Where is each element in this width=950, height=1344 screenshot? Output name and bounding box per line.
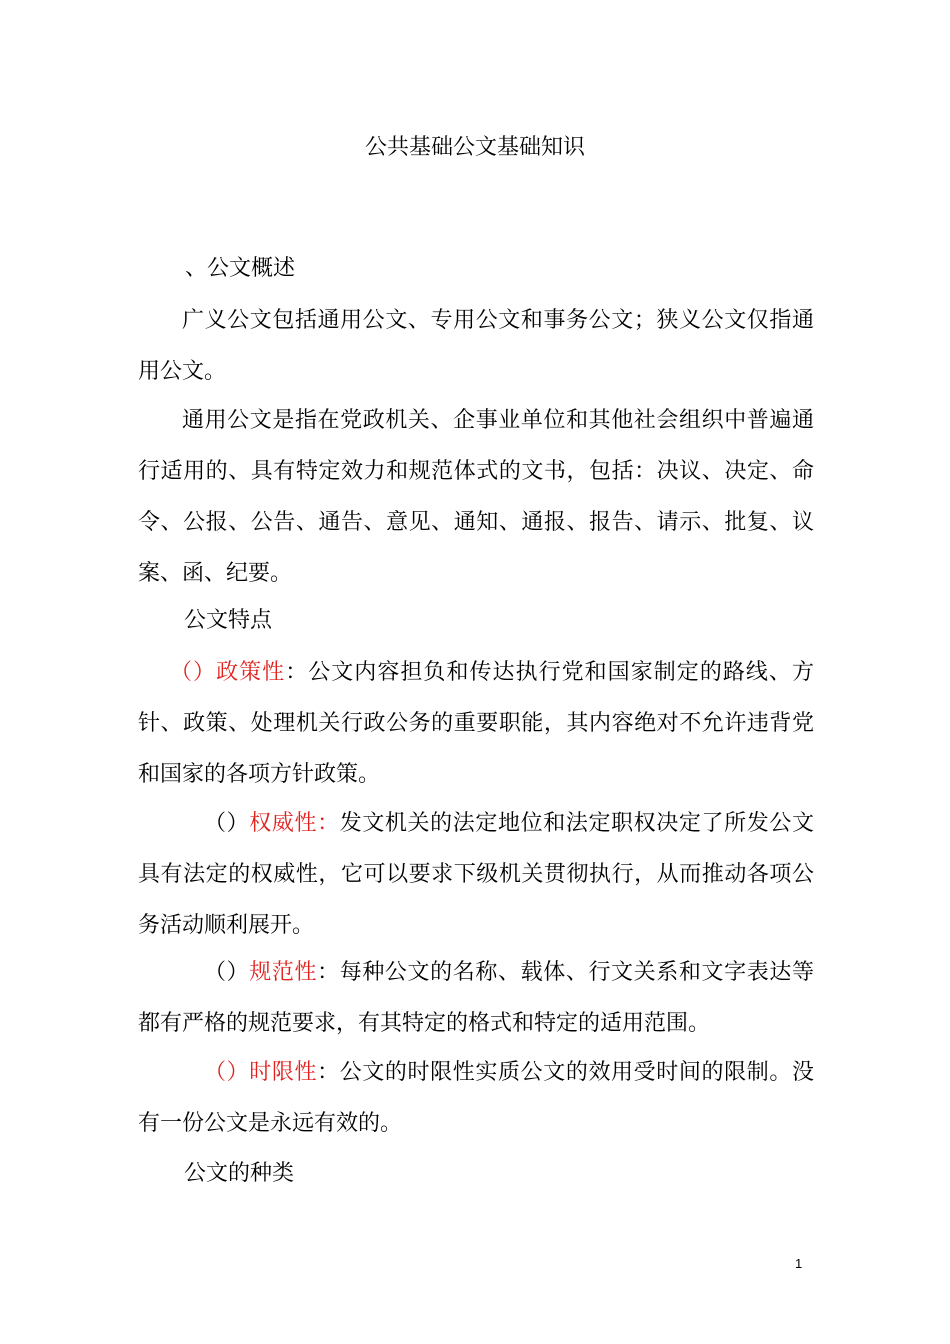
paragraph-broad-definition: 广义公文包括通用公文、专用公文和事务公文；狭义公文仅指通用公文。 <box>138 308 814 384</box>
feature-prefix: （） <box>204 960 250 985</box>
feature-text: 公文的时限性实质公文的效用受时间的限制。没有一份公文是永远有效的。 <box>138 1060 814 1136</box>
feature-item-policy <box>138 647 814 800</box>
feature-text: 每种公文的名称、载体、行文关系和文字表达等都有严格的规范要求，有其特定的格式和特定的适用范围。 <box>138 960 814 1036</box>
feature-prefix: （） <box>170 660 217 685</box>
feature-separator: ： <box>285 660 309 685</box>
feature-prefix: （） <box>204 1060 250 1085</box>
feature-term: 政策性 <box>216 660 286 685</box>
feature-separator: ： <box>317 960 340 985</box>
feature-term: 规范性 <box>249 960 318 985</box>
feature-item-standard <box>138 947 814 1049</box>
feature-separator: ： <box>317 1060 340 1085</box>
page-number: 1 <box>795 1256 803 1271</box>
paragraph-general-definition: 通用公文是指在党政机关、企事业单位和其他社会组织中普遍通行适用的、具有特定效力和规范体式的文书，包括：决议、决定、命令、公报、公告、通告、意见、通知、通报、报告、请示、批复、议案、函、纪要。 <box>138 408 814 586</box>
feature-prefix: （） <box>204 811 250 836</box>
section-heading-overview: 、公文概述 <box>185 256 296 281</box>
feature-term: 权威性： <box>249 811 340 836</box>
document-title: 公共基础公文基础知识 <box>364 135 585 160</box>
feature-term: 时限性 <box>249 1060 318 1085</box>
section-heading-types: 公文的种类 <box>184 1161 295 1186</box>
section-heading-features: 公文特点 <box>184 608 273 633</box>
feature-text: 发文机关的法定地位和法定职权决定了所发公文具有法定的权威性，它可以要求下级机关贯彻执行，从而推动各项公务活动顺利展开。 <box>138 811 814 938</box>
feature-item-timeliness <box>138 1047 814 1149</box>
feature-item-authority <box>138 798 814 951</box>
feature-text: 公文内容担负和传达执行党和国家制定的路线、方针、政策、处理机关行政公务的重要职能，其内容绝对不允许违背党和国家的各项方针政策。 <box>138 660 814 787</box>
